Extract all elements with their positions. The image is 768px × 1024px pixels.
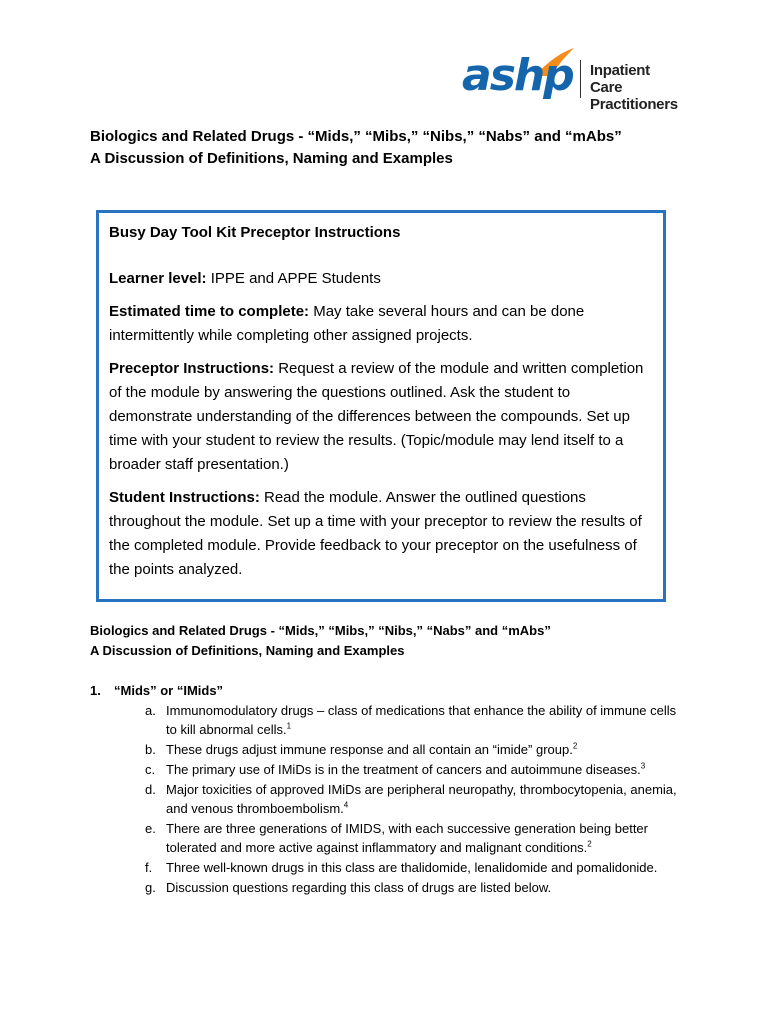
section-title-line2: A Discussion of Definitions, Naming and Examples xyxy=(90,643,405,658)
reference-number: 3 xyxy=(640,761,646,771)
learner-level-value: IPPE and APPE Students xyxy=(206,270,381,287)
list-item xyxy=(145,740,690,759)
logo-tagline xyxy=(590,62,682,113)
student-instructions-value: Read the module. Answer the outlined questions throughout the module. Set up a time with your preceptor to review the results of the completed module. Provide feedback to your preceptor on the usefulness of the points analyzed. xyxy=(109,489,642,578)
list-item-letter: f. xyxy=(145,860,153,875)
preceptor-instructions-label: Preceptor Instructions: xyxy=(109,360,275,377)
list-item xyxy=(145,858,690,877)
estimated-time xyxy=(109,300,653,348)
section-number: 1. xyxy=(90,683,101,698)
list-item-text xyxy=(166,858,690,877)
logo-wordmark: ashp xyxy=(462,50,573,101)
list-item-body: Discussion questions regarding this class of drugs are listed below. xyxy=(166,880,552,895)
logo-tagline-line2: Practitioners xyxy=(590,96,678,113)
list-item xyxy=(145,701,690,739)
document-title-line1: Biologics and Related Drugs - “Mids,” “Mibs,” “Nibs,” “Nabs” and “mAbs” xyxy=(90,128,622,145)
list-item-body: The primary use of IMiDs is in the treatment of cancers and autoimmune diseases. xyxy=(166,762,641,777)
learner-level-label: Learner level: xyxy=(109,270,207,287)
student-instructions-label: Student Instructions: xyxy=(109,489,260,506)
list-item-letter: c. xyxy=(145,762,156,777)
box-heading: Busy Day Tool Kit Preceptor Instructions xyxy=(109,224,401,241)
list-item xyxy=(145,760,690,779)
ashp-logo xyxy=(462,46,682,113)
list-item xyxy=(145,780,690,818)
section-mids xyxy=(90,681,690,898)
list-item-letter: a. xyxy=(145,703,156,718)
list-item-body: These drugs adjust immune response and all contain an “imide” group. xyxy=(166,742,573,757)
list-item-text xyxy=(166,878,690,897)
reference-number: 4 xyxy=(343,800,349,810)
list-item xyxy=(145,819,690,857)
list-item-letter: g. xyxy=(145,880,156,895)
list-item-body: There are three generations of IMIDS, with each successive generation being better tolerated and more active against inflammatory and malignant conditions. xyxy=(166,821,648,855)
list-item-text xyxy=(166,760,690,779)
list-item-body: Immunomodulatory drugs – class of medications that enhance the ability of immune cells to kill abnormal cells. xyxy=(166,703,677,737)
estimated-time-label: Estimated time to complete: xyxy=(109,303,310,320)
reference-number: 2 xyxy=(572,741,578,751)
reference-number: 1 xyxy=(286,721,292,731)
list-item-text xyxy=(166,780,690,818)
document-title-line2: A Discussion of Definitions, Naming and Examples xyxy=(90,150,453,167)
section-title xyxy=(90,621,551,661)
reference-number: 2 xyxy=(587,839,592,849)
preceptor-instructions-box xyxy=(96,210,666,602)
list-item-text xyxy=(166,701,690,739)
preceptor-instructions-value: Request a review of the module and written completion of the module by answering the questions outlined. Ask the student to demonstrate understanding of the differences between the compounds. Set up time with your student to review the results. (Topic/module may lend itself to a broader staff presentation.) xyxy=(109,360,644,473)
section-heading-text: “Mids” or “IMids” xyxy=(114,683,224,698)
section-title-line1: Biologics and Related Drugs - “Mids,” “Mibs,” “Nibs,” “Nabs” and “mAbs” xyxy=(90,623,551,638)
list-item-letter: e. xyxy=(145,821,156,836)
learner-level xyxy=(109,267,653,291)
preceptor-instructions xyxy=(109,357,653,477)
student-instructions xyxy=(109,486,653,582)
list-item-body: Major toxicities of approved IMiDs are peripheral neuropathy, thrombocytopenia, anemia, and venous thromboembolism. xyxy=(166,782,677,816)
list-item-letter: d. xyxy=(145,782,156,797)
section-heading xyxy=(90,681,690,701)
list-item xyxy=(145,878,690,897)
logo-divider xyxy=(580,60,581,98)
list-item-letter: b. xyxy=(145,742,156,757)
estimated-time-value: May take several hours and can be done intermittently while completing other assigned projects. xyxy=(109,303,585,344)
document-title xyxy=(90,126,622,170)
list-item-text xyxy=(166,819,690,857)
logo-tagline-line1: Inpatient Care xyxy=(590,62,650,96)
list-item-text xyxy=(166,740,690,759)
section-list xyxy=(90,701,690,897)
list-item-body: Three well-known drugs in this class are thalidomide, lenalidomide and pomalidonide. xyxy=(166,860,658,875)
